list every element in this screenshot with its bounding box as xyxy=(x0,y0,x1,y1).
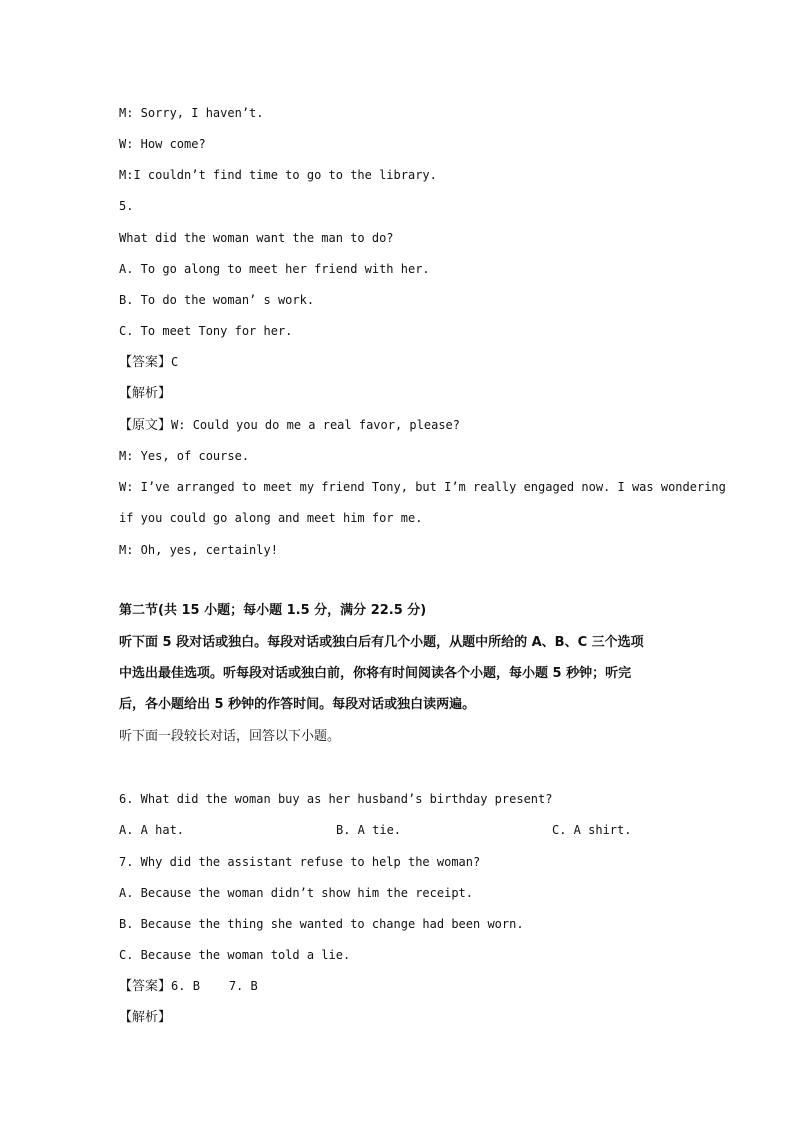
answer-label: 【答案】 xyxy=(119,355,172,370)
transcript-line: M: Yes, of course. xyxy=(119,449,250,463)
analysis-label: 【解析】 xyxy=(119,386,172,401)
answer-line xyxy=(119,978,258,995)
analysis-line xyxy=(119,385,171,402)
original-label: 【原文】 xyxy=(119,418,172,433)
question-text: 7. Why did the assistant refuse to help the woman? xyxy=(119,855,481,869)
answer-value: C xyxy=(171,355,179,369)
option-b: B. A tie. xyxy=(336,823,402,837)
option-b: B. To do the woman’ s work. xyxy=(119,293,315,307)
transcript-line xyxy=(119,417,460,434)
dialogue-line: W: How come? xyxy=(119,137,206,151)
answer-label: 【答案】 xyxy=(119,979,172,994)
transcript-line: M: Oh, yes, certainly! xyxy=(119,543,278,557)
transcript-text: W: Could you do me a real favor, please? xyxy=(171,418,460,432)
dialogue-line: M:I couldn’t find time to go to the library. xyxy=(119,168,437,182)
option-c: C. Because the woman told a lie. xyxy=(119,948,351,962)
option-a: A. A hat. xyxy=(119,823,185,837)
instruction-line: 听下面 5 段对话或独白。每段对话或独白后有几个小题，从题中所给的 A、B、C 三个选项 xyxy=(119,635,644,650)
analysis-line xyxy=(119,1009,171,1026)
analysis-label: 【解析】 xyxy=(119,1010,172,1025)
question-text: What did the woman want the man to do? xyxy=(119,231,394,245)
option-c: C. To meet Tony for her. xyxy=(119,324,293,338)
option-a: A. Because the woman didn’t show him the receipt. xyxy=(119,886,474,900)
dialogue-line: M: Sorry, I haven’t. xyxy=(119,106,264,120)
answer-value: 6. B 7. B xyxy=(171,979,258,993)
option-b: B. Because the thing she wanted to change had been worn. xyxy=(119,917,524,931)
instruction-line: 中选出最佳选项。听每段对话或独白前，你将有时间阅读各个小题，每小题 5 秒钟；听完 xyxy=(119,666,632,681)
question-number: 5. xyxy=(119,199,134,213)
question-text: 6. What did the woman buy as her husband’s birthday present? xyxy=(119,792,553,806)
option-a: A. To go along to meet her friend with her. xyxy=(119,262,430,276)
transcript-line: W: I’ve arranged to meet my friend Tony, but I’m really engaged now. I was wondering xyxy=(119,480,726,494)
instruction-line: 后，各小题给出 5 秒钟的作答时间。每段对话或独白读两遍。 xyxy=(119,697,476,712)
answer-line xyxy=(119,354,178,371)
section-heading: 第二节(共 15 小题；每小题 1.5 分，满分 22.5 分) xyxy=(119,603,427,618)
transcript-line: if you could go along and meet him for me. xyxy=(119,511,423,525)
section-prompt: 听下面一段较长对话，回答以下小题。 xyxy=(119,729,341,744)
option-c: C. A shirt. xyxy=(552,823,632,837)
